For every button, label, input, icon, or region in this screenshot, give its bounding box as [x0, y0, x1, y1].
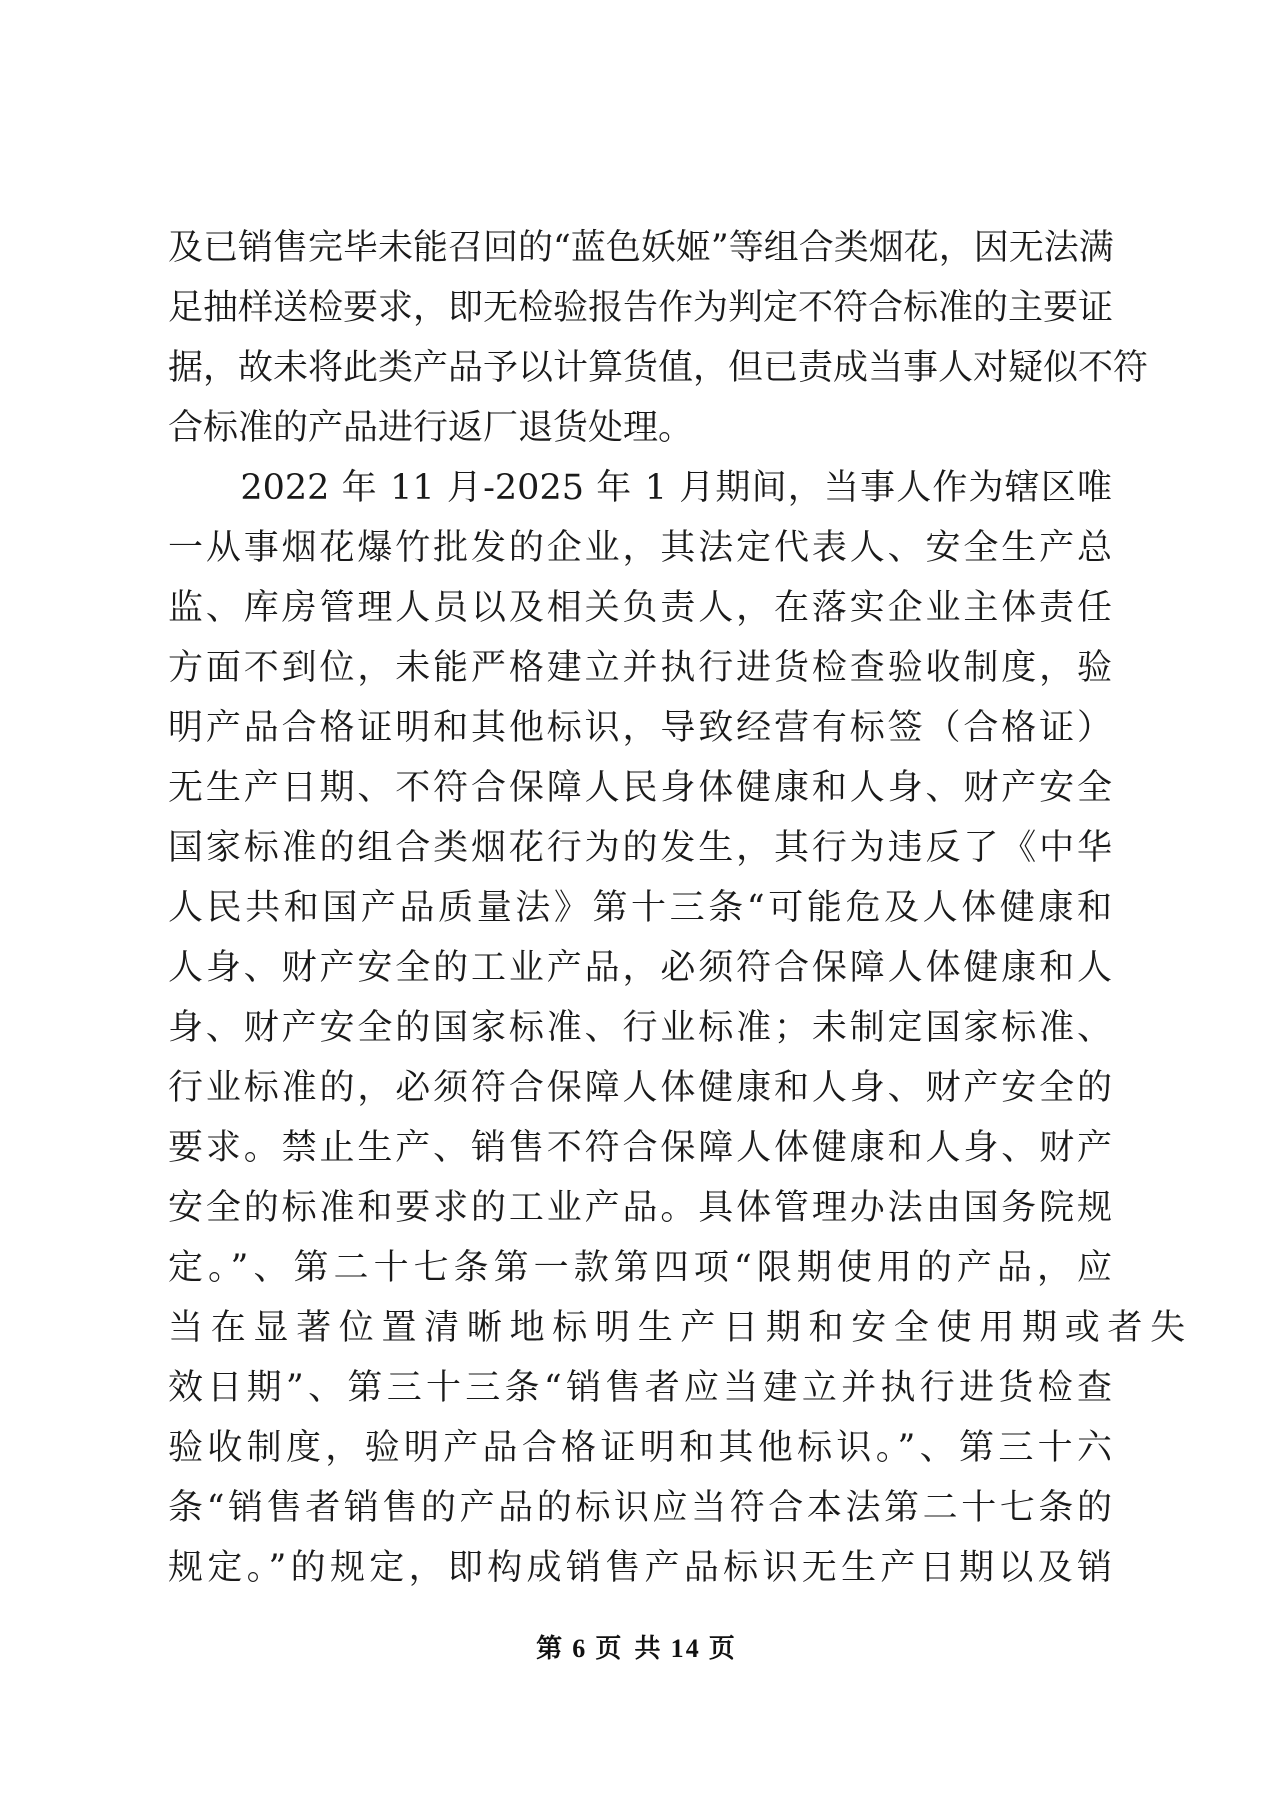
page-number-footer: [0, 1628, 1273, 1665]
text-line: 当在显著位置清晰地标明生产日期和安全使用期或者失: [168, 1308, 1193, 1348]
text-line: 人身、财产安全的工业产品，必须符合保障人体健康和人: [168, 948, 1112, 988]
text-line: 无生产日期、不符合保障人民身体健康和人身、财产安全: [168, 768, 1112, 808]
text-line: 国家标准的组合类烟花行为的发生，其行为违反了《中华: [168, 828, 1112, 868]
text-line: 安全的标准和要求的工业产品。具体管理办法由国务院规: [168, 1188, 1112, 1228]
text-line: 行业标准的，必须符合保障人体健康和人身、财产安全的: [168, 1068, 1112, 1108]
text-line: 足抽样送检要求，即无检验报告作为判定不符合标准的主要证: [168, 288, 1114, 328]
text-line: 方面不到位，未能严格建立并执行进货检查验收制度，验: [168, 648, 1112, 688]
text-line: 2022 年 11 月-2025 年 1 月期间，当事人作为辖区唯: [168, 468, 1112, 508]
text-line: 条“销售者销售的产品的标识应当符合本法第二十七条的: [168, 1488, 1112, 1528]
text-line: 规定。”的规定，即构成销售产品标识无生产日期以及销: [168, 1548, 1112, 1588]
text-line: 据，故未将此类产品予以计算货值，但已责成当事人对疑似不符: [168, 348, 1149, 388]
text-line: 合标准的产品进行返厂退货处理。: [168, 408, 694, 448]
text-line: 及已销售完毕未能召回的“蓝色妖姬”等组合类烟花，因无法满: [168, 228, 1114, 268]
text-line: 人民共和国产品质量法》第十三条“可能危及人体健康和: [168, 888, 1112, 928]
text-line: 定。”、第二十七条第一款第四项“限期使用的产品，应: [168, 1248, 1112, 1288]
text-line: 监、库房管理人员以及相关负责人，在落实企业主体责任: [168, 588, 1112, 628]
footer-middle: 页 共: [595, 1634, 663, 1664]
footer-suffix: 页: [708, 1634, 737, 1664]
document-body: [168, 218, 1193, 1598]
text-line: 一从事烟花爆竹批发的企业，其法定代表人、安全生产总: [168, 528, 1112, 568]
text-line: 明产品合格证明和其他标识，导致经营有标签（合格证）: [168, 708, 1112, 748]
text-line: 验收制度，验明产品合格证明和其他标识。”、第三十六: [168, 1428, 1112, 1468]
text-line: 身、财产安全的国家标准、行业标准；未制定国家标准、: [168, 1008, 1112, 1048]
footer-prefix: 第: [536, 1634, 565, 1664]
text-line: 效日期”、第三十三条“销售者应当建立并执行进货检查: [168, 1368, 1112, 1408]
text-line: 要求。禁止生产、销售不符合保障人体健康和人身、财产: [168, 1128, 1112, 1168]
current-page-number: 6: [572, 1634, 588, 1663]
total-page-count: 14: [670, 1634, 701, 1663]
